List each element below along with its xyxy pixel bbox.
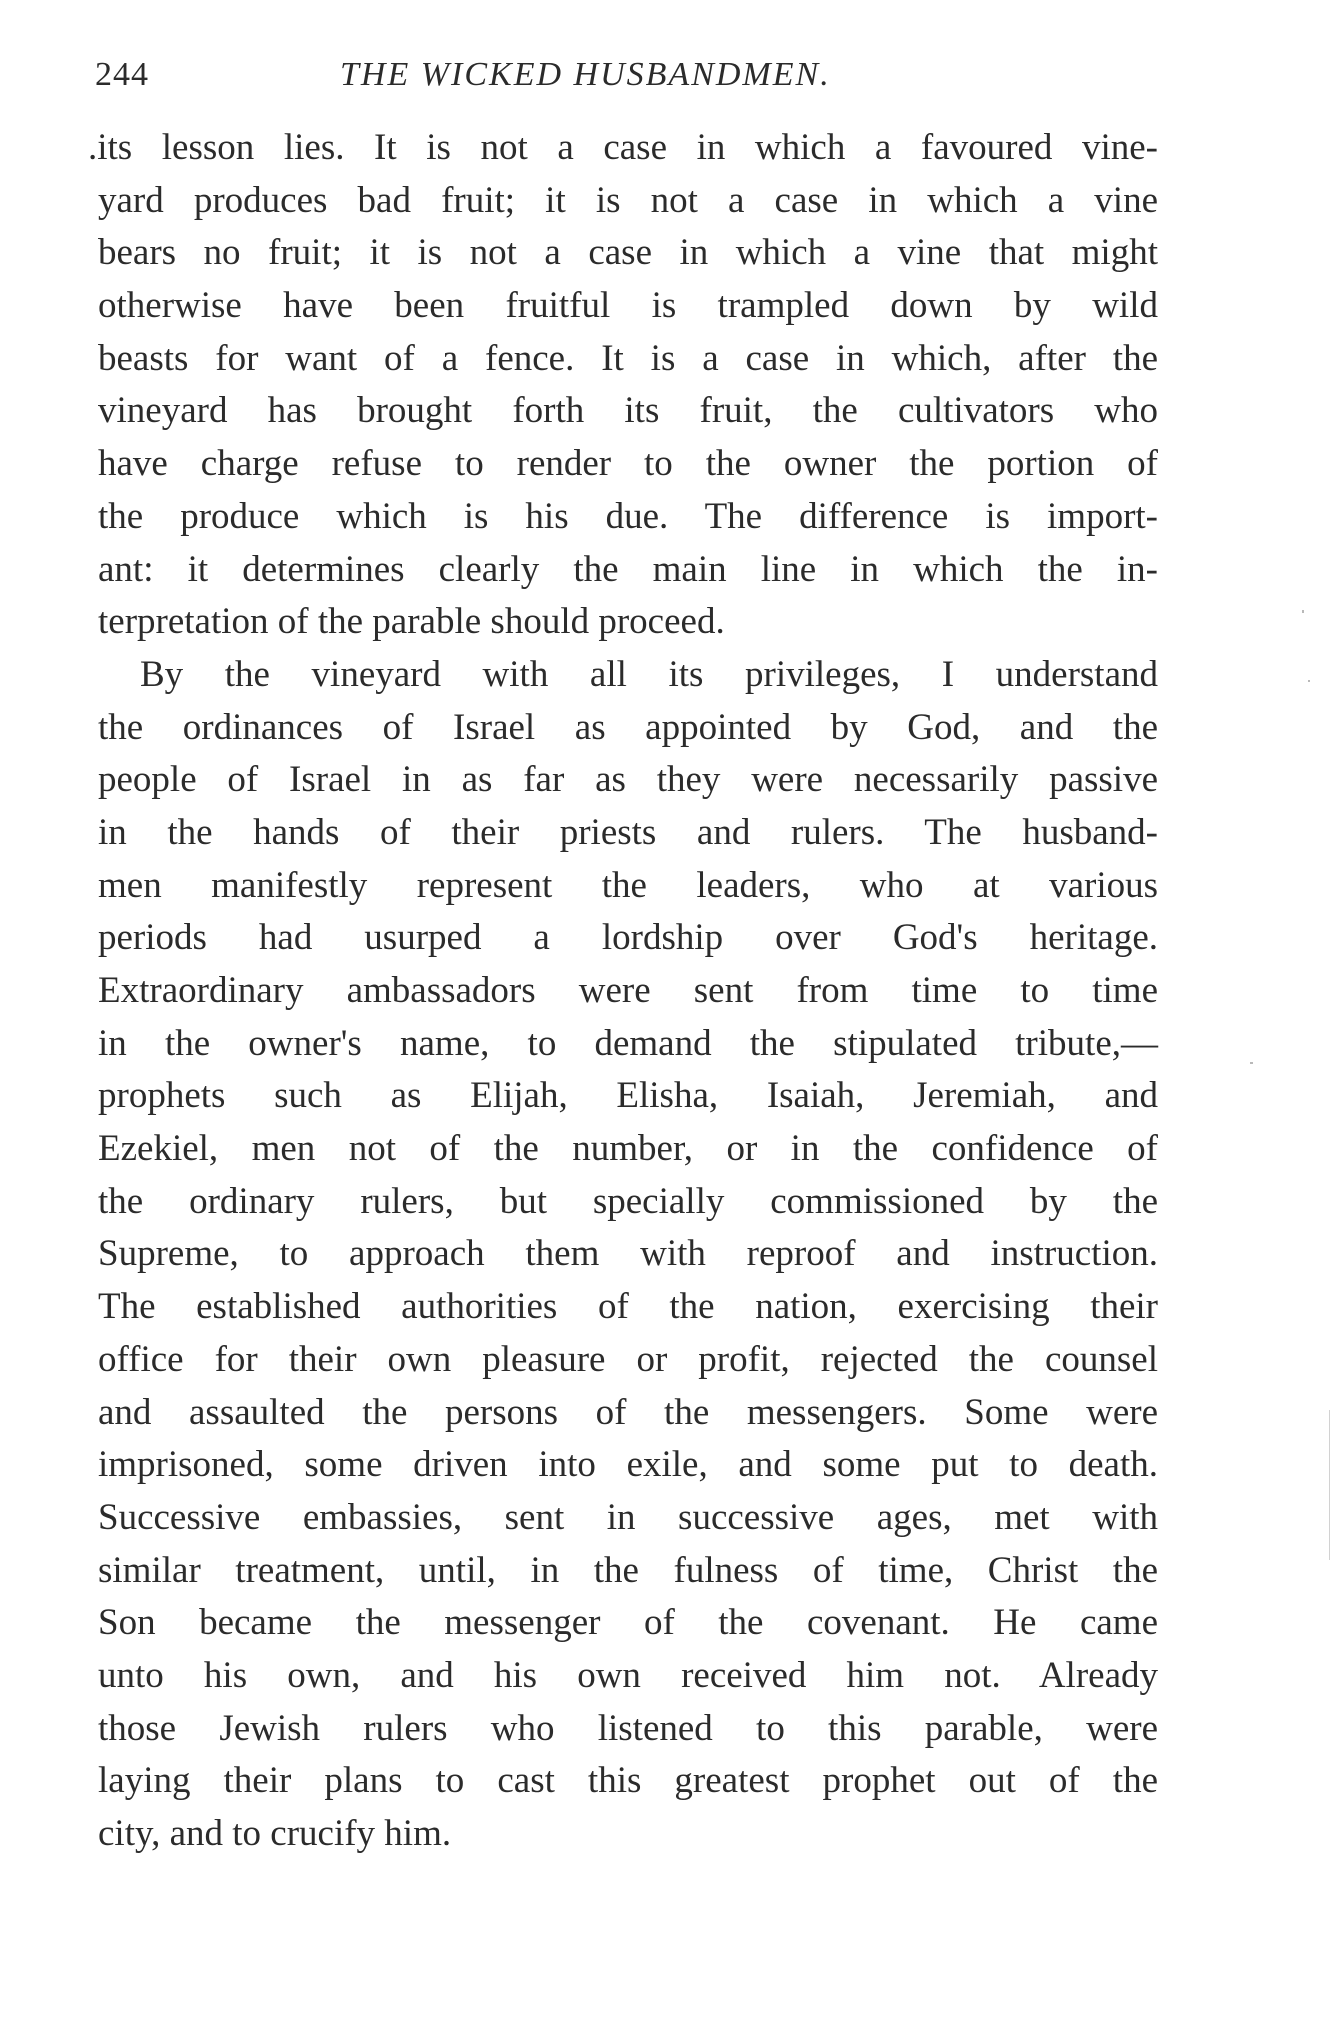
text-line: Successive embassies, sent in successive ages, met with [98,1496,1158,1538]
text-line: otherwise have been fruitful is trampled down by wild [98,285,1158,327]
running-title: THE WICKED HUSBANDMEN. [340,56,831,93]
text-line: beasts for want of a fence. It is a case in which, after the [98,337,1158,379]
text-line: in the hands of their priests and rulers. The husband- [98,811,1158,853]
text-line: Ezekiel, men not of the number, or in the confidence of [98,1128,1158,1170]
text-line: office for their own pleasure or profit, rejected the counsel [98,1338,1158,1380]
text-line: laying their plans to cast this greatest prophet out of the [98,1760,1158,1802]
text-line: vineyard has brought forth its fruit, the cultivators who [98,390,1158,432]
text-line: Supreme, to approach them with reproof and instruction. [98,1233,1158,1275]
text-line: the ordinary rulers, but specially commissioned by the [98,1180,1158,1222]
text-line: men manifestly represent the leaders, who at various [98,864,1158,906]
paragraph-2 [98,649,1158,1861]
text-line: Extraordinary ambassadors were sent from time to time [98,970,1158,1011]
text-line: the produce which is his due. The difference is import- [98,495,1158,537]
text-line: and assaulted the persons of the messengers. Some were [98,1391,1158,1433]
text-line: By the vineyard with all its privileges, I understand [140,653,1158,695]
text-line: Son became the messenger of the covenant. He came [98,1602,1158,1644]
scan-speck [1302,610,1304,613]
text-line: bears no fruit; it is not a case in which a vine that might [98,232,1158,274]
text-line: in the owner's name, to demand the stipulated tribute,— [98,1022,1158,1064]
text-line: similar treatment, until, in the fulness of time, Christ the [98,1549,1158,1591]
text-line: ant: it determines clearly the main line in which the in- [98,548,1158,590]
text-line: .its lesson lies. It is not a case in which a favoured vine- [88,127,1158,168]
scan-speck [1329,1410,1330,1560]
text-line: the ordinances of Israel as appointed by God, and the [98,706,1158,748]
text-line: unto his own, and his own received him not. Already [98,1654,1158,1696]
running-head [95,52,1165,98]
text-line: The established authorities of the nation, exercising their [98,1286,1158,1328]
body-text [88,122,1158,1861]
text-line: terpretation of the parable should proceed. [98,601,725,643]
text-line: imprisoned, some driven into exile, and some put to death. [98,1444,1158,1486]
text-line: prophets such as Elijah, Elisha, Isaiah, Jeremiah, and [98,1075,1158,1117]
page-number: 244 [95,56,149,93]
text-line: city, and to crucify him. [98,1813,452,1854]
text-line: have charge refuse to render to the owner the portion of [98,443,1158,485]
paragraph-1 [88,122,1158,649]
scan-speck [1308,680,1310,682]
text-line: people of Israel in as far as they were necessarily passive [98,759,1158,801]
scan-speck [1250,1062,1253,1064]
text-line: yard produces bad fruit; it is not a case in which a vine [98,179,1158,221]
text-line: those Jewish rulers who listened to this parable, were [98,1707,1158,1749]
text-line: periods had usurped a lordship over God's heritage. [98,917,1158,959]
